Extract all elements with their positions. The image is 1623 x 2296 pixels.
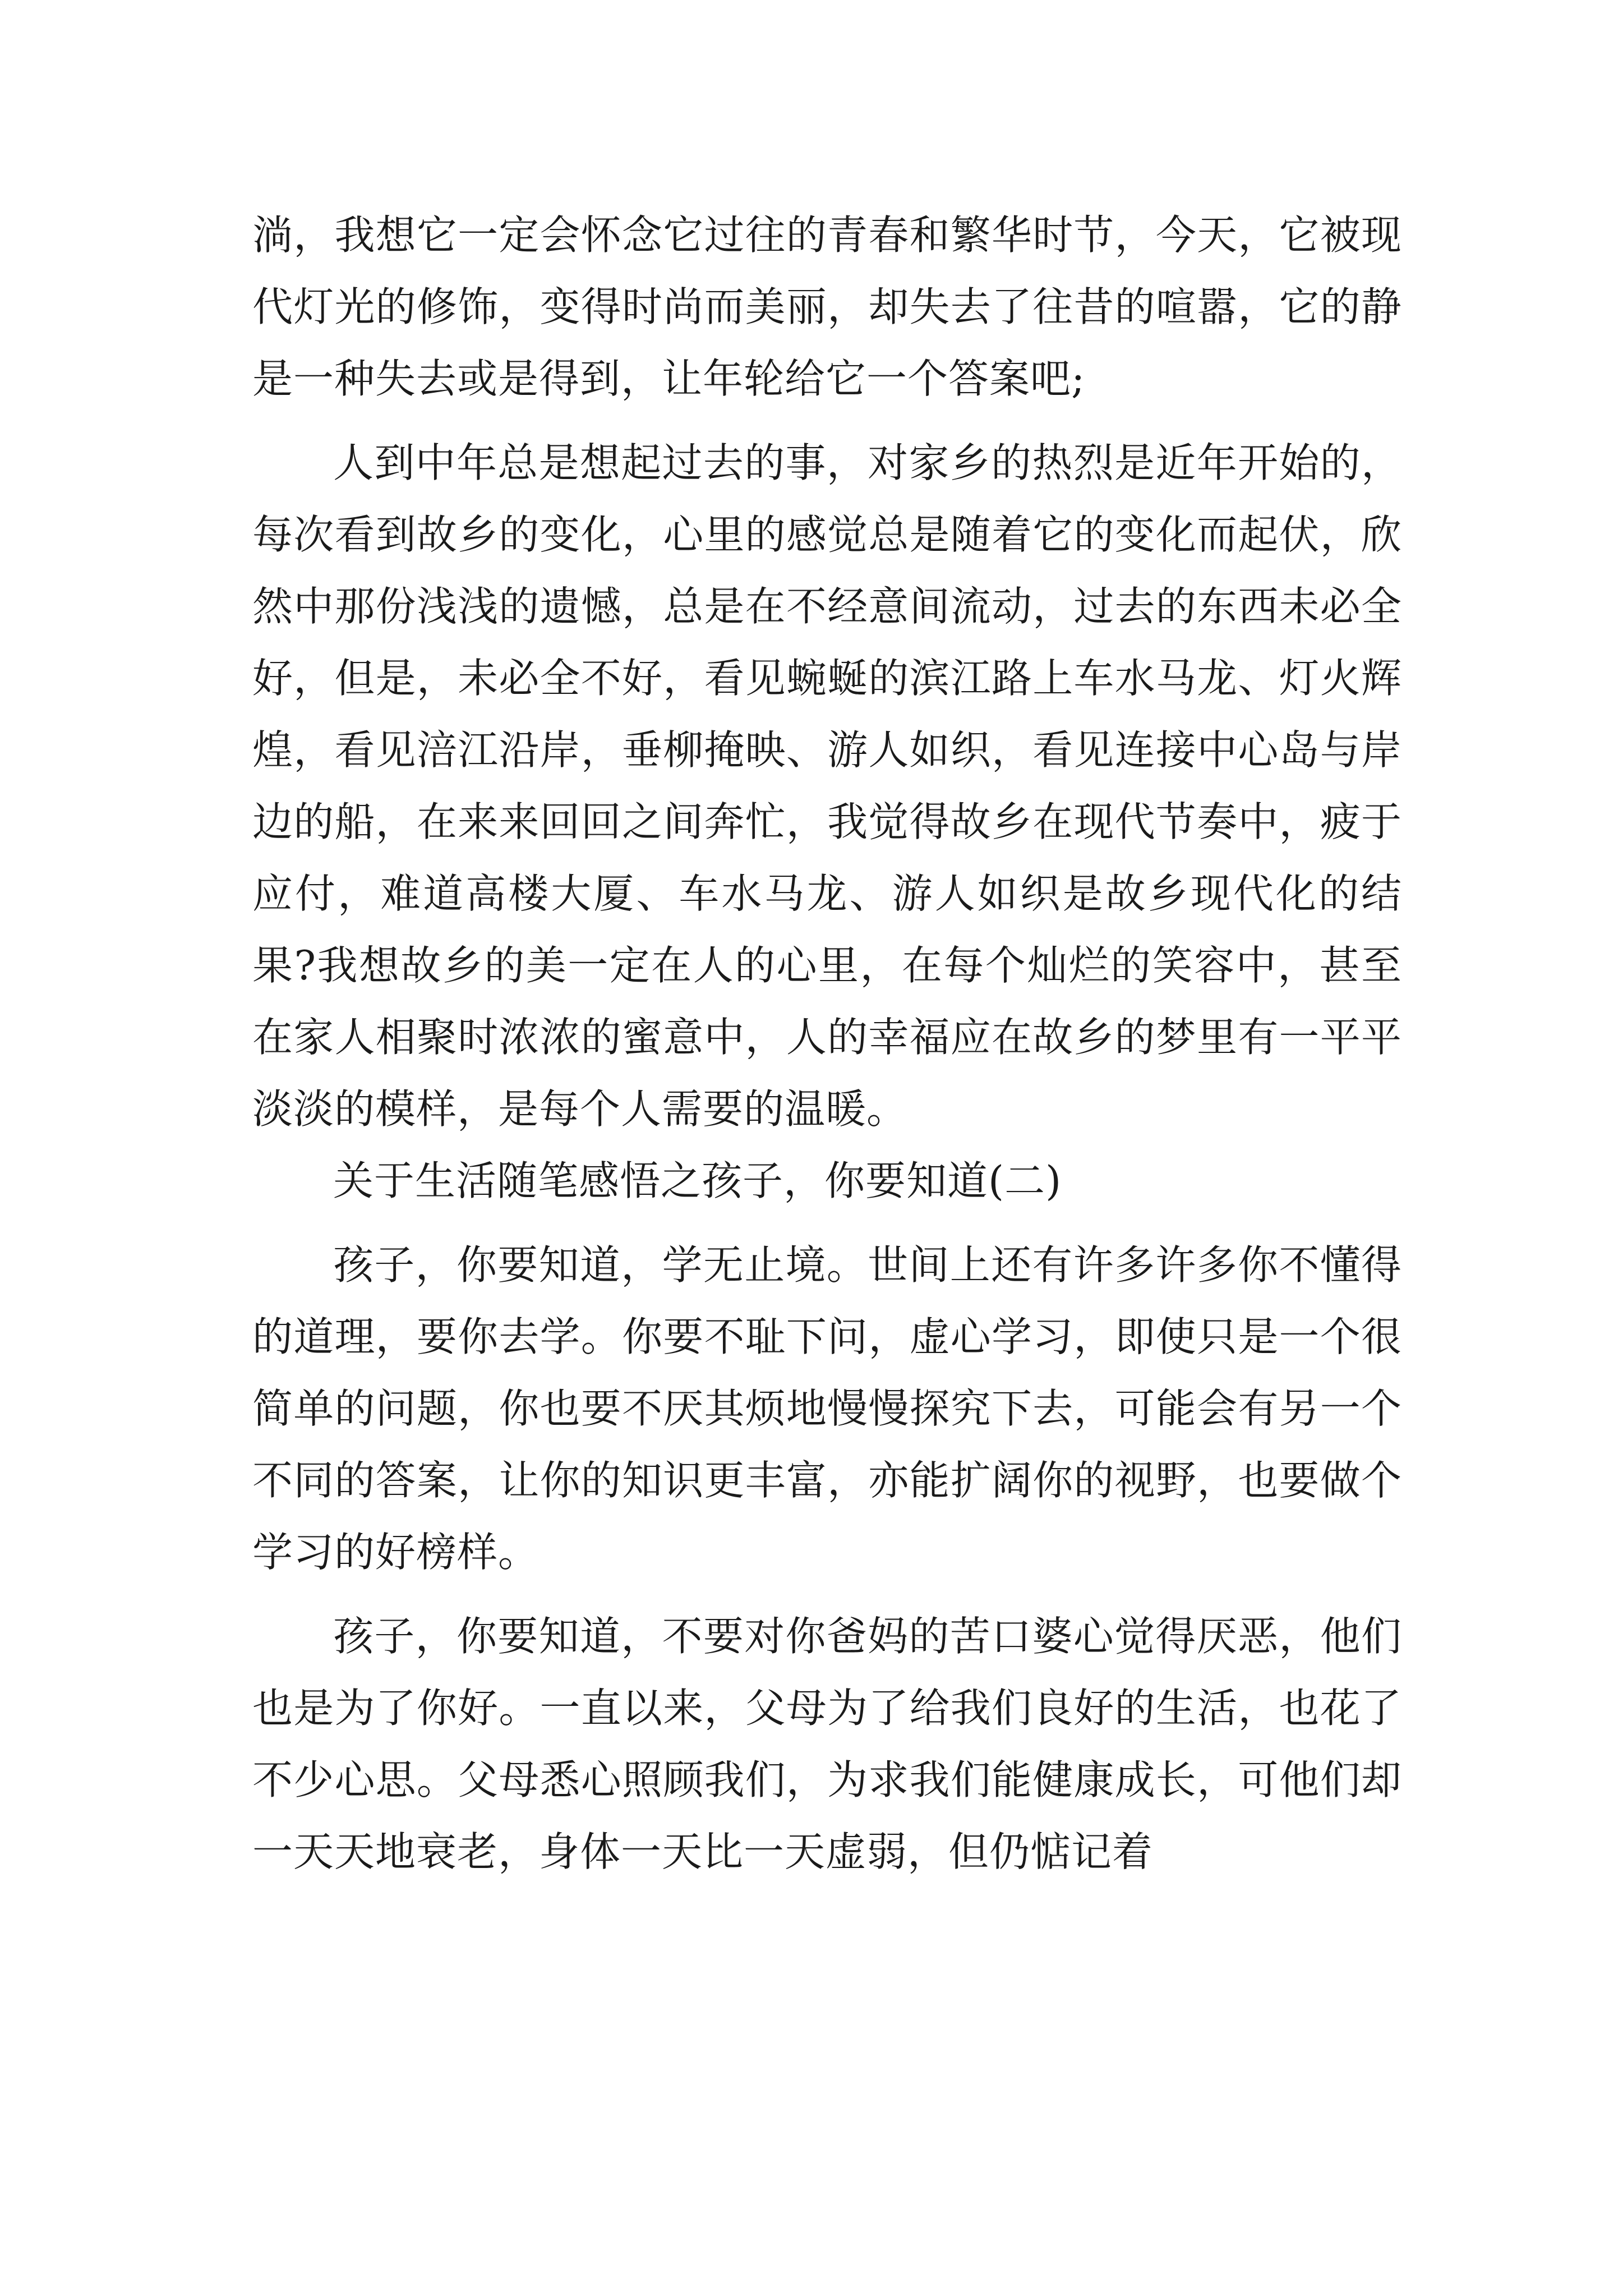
paragraph-learning: 孩子，你要知道，学无止境。世间上还有许多许多你不懂得的道理，要你去学。你要不耻下问，虚心学习，即使只是一个很简单的问题，你也要不厌其烦地慢慢探究下去，可能会有另一个不同的答案，让你的知识更丰富，亦能扩阔你的视野，也要做个学习的好榜样。: [252, 1241, 1402, 1576]
paragraph-continuation: 淌，我想它一定会怀念它过往的青春和繁华时节，今天，它被现代灯光的修饰，变得时尚而美丽，却失去了往昔的喧嚣，它的静是一种失去或是得到，让年轮给它一个答案吧;: [252, 211, 1402, 402]
section-title: 关于生活随笔感悟之孩子，你要知道(二): [333, 1157, 1062, 1204]
document-body: [252, 199, 1402, 1888]
paragraph-parents: 孩子，你要知道，不要对你爸妈的苦口婆心觉得厌恶，他们也是为了你好。一直以来，父母为了给我们良好的生活，也花了不少心思。父母悉心照顾我们，为求我们能健康成长，可他们却一天天地衰老，身体一天比一天虚弱，但仍惦记着: [252, 1613, 1402, 1875]
paragraph-hometown: 人到中年总是想起过去的事，对家乡的热烈是近年开始的，每次看到故乡的变化，心里的感觉总是随着它的变化而起伏，欣然中那份浅浅的遗憾，总是在不经意间流动，过去的东西未必全好，但是，未必全不好，看见蜿蜒的滨江路上车水马龙、灯火辉煌，看见涪江沿岸，垂柳掩映、游人如织，看见连接中心岛与岸边的船，在来来回回之间奔忙，我觉得故乡在现代节奏中，疲于应付，难道高楼大厦、车水马龙、游人如织是故乡现代化的结果?我想故乡的美一定在人的心里，在每个灿烂的笑容中，甚至在家人相聚时浓浓的蜜意中，人的幸福应在故乡的梦里有一平平淡淡的模样，是每个人需要的温暖。: [252, 439, 1402, 1133]
